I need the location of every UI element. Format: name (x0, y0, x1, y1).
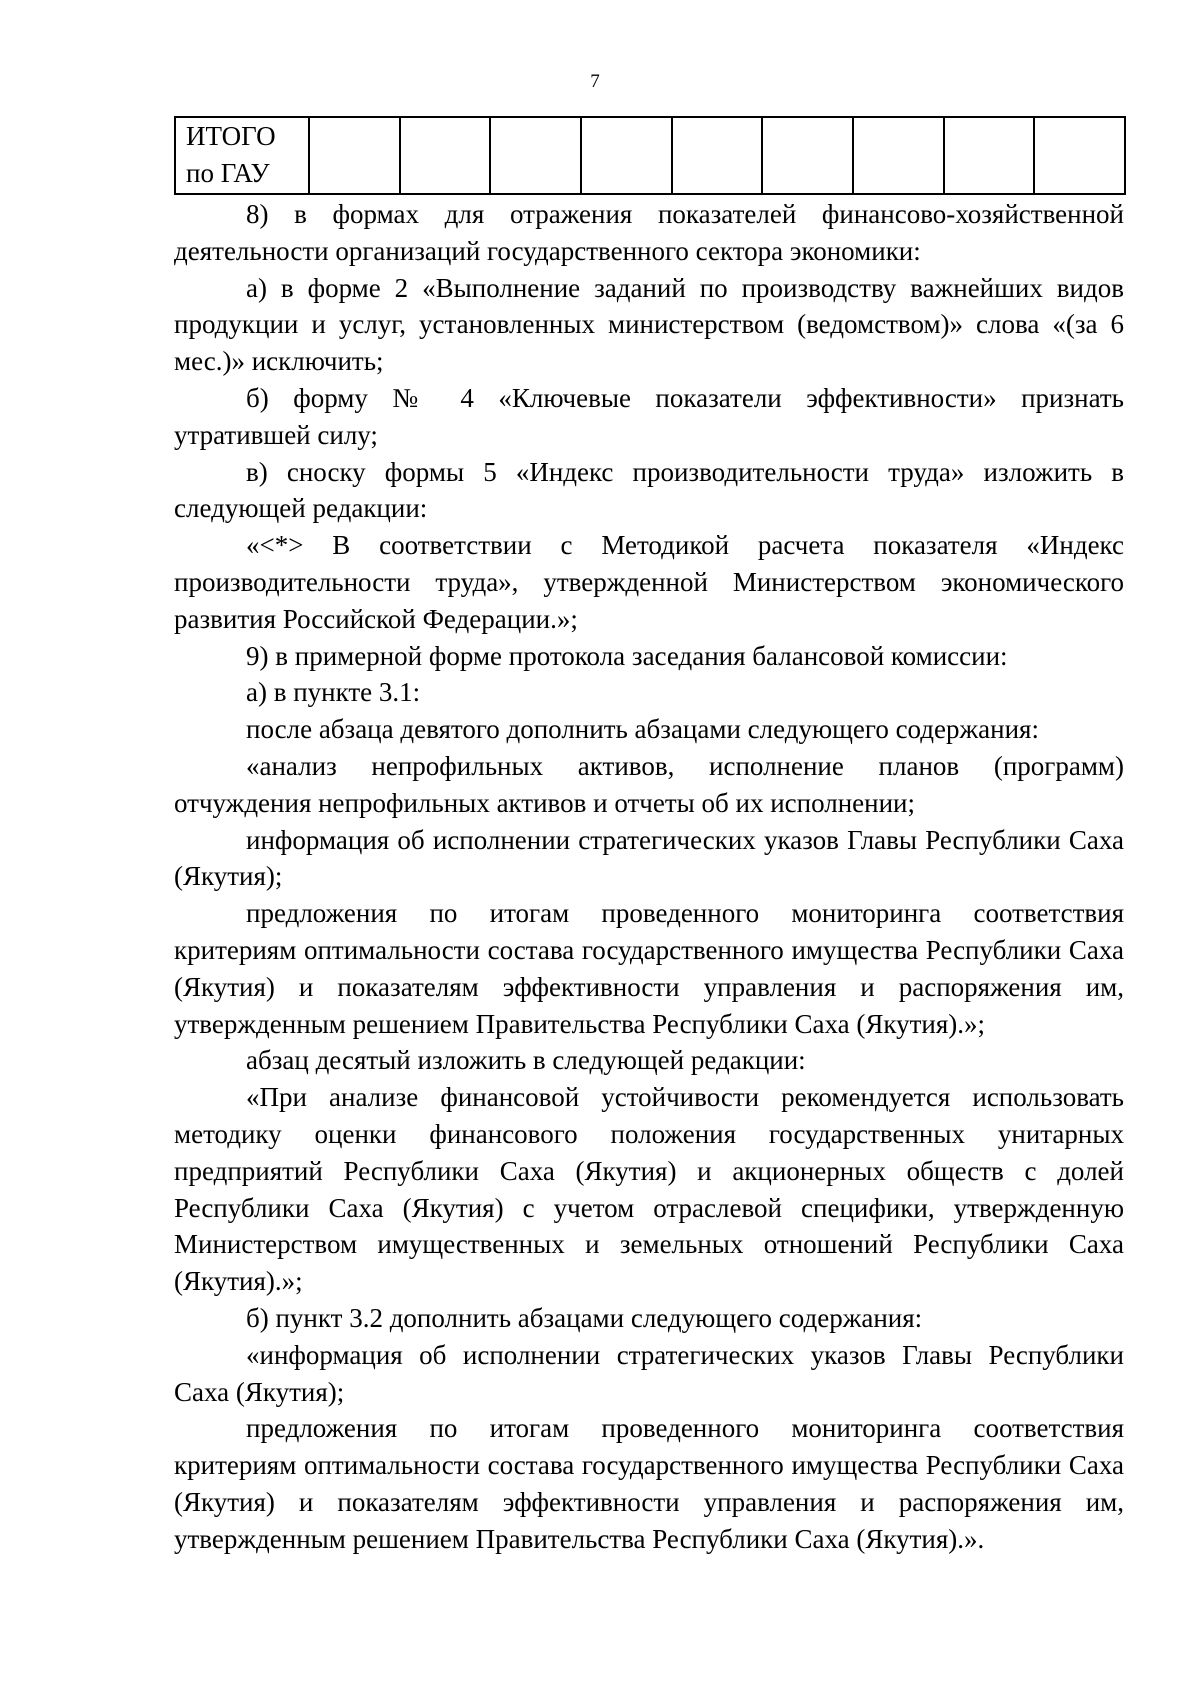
total-label-line2: по ГАУ (186, 158, 270, 188)
paragraph: а) в пункте 3.1: (246, 677, 421, 708)
paragraph: после абзаца девятого дополнить абзацами следующего содержания: (246, 714, 1039, 745)
paragraph: информация об исполнении стратегических указов Главы Республики Саха (Якутия); (174, 824, 1124, 892)
paragraph: «При анализе финансовой устойчивости рекомендуется использовать методику оценки финансового положения государственных унитарных предприятий Республики Саха (Якутия) и акционерных обществ с долей Республики Саха (Якутия) с учетом отраслевой специфики, утвержденную Министерством имущественных и земельных отношений Республики Саха (Якутия).»; (174, 1082, 1124, 1297)
paragraph: б) пункт 3.2 дополнить абзацами следующего содержания: (246, 1302, 923, 1333)
paragraph: в) сноску формы 5 «Индекс производительности труда» изложить в следующей редакции: (174, 456, 1124, 524)
table-cell (490, 117, 581, 194)
paragraph: «информация об исполнении стратегических указов Главы Республики Саха (Якутия); (174, 1339, 1124, 1407)
paragraph: предложения по итогам проведенного мониторинга соответствия критериям оптимальности состава государственного имущества Республики Саха (Якутия) и показателям эффективности управления и распоряжения им, утвержденным решением Правительства Республики Саха (Якутия).». (174, 1413, 1124, 1554)
table-row (175, 117, 1125, 194)
paragraph: абзац десятый изложить в следующей редакции: (246, 1045, 806, 1076)
table-cell (944, 117, 1035, 194)
table-cell (1034, 117, 1125, 194)
total-label-cell (175, 117, 309, 194)
total-label-line1: ИТОГО (186, 121, 276, 151)
paragraph: б) форму № 4 «Ключевые показатели эффективности» признать утратившей силу; (174, 382, 1124, 450)
paragraph: 9) в примерной форме протокола заседания балансовой комиссии: (246, 640, 1008, 671)
paragraph: предложения по итогам проведенного мониторинга соответствия критериям оптимальности состава государственного имущества Республики Саха (Якутия) и показателям эффективности управления и распоряжения им, утвержденным решением Правительства Республики Саха (Якутия).»; (174, 898, 1124, 1039)
paragraph: 8) в формах для отражения показателей финансово-хозяйственной деятельности организаций государственного сектора экономики: (174, 199, 1124, 266)
table-cell (309, 117, 400, 194)
total-table (174, 116, 1126, 195)
page-number: 7 (590, 71, 600, 92)
table-cell (581, 117, 672, 194)
paragraph: «<*> В соответствии с Методикой расчета показателя «Индекс производительности труда», утвержденной Министерством экономического развития Российской Федерации.»; (174, 530, 1124, 634)
table-cell (762, 117, 853, 194)
table-cell (400, 117, 491, 194)
table-cell (672, 117, 763, 194)
document-body (174, 196, 1124, 1557)
paragraph: «анализ непрофильных активов, исполнение планов (программ) отчуждения непрофильных активов и отчеты об их исполнении; (174, 750, 1124, 818)
table-cell (853, 117, 944, 194)
paragraph: а) в форме 2 «Выполнение заданий по производству важнейших видов продукции и услуг, установленных министерством (ведомством)» слова «(за 6 мес.)» исключить; (174, 272, 1124, 377)
